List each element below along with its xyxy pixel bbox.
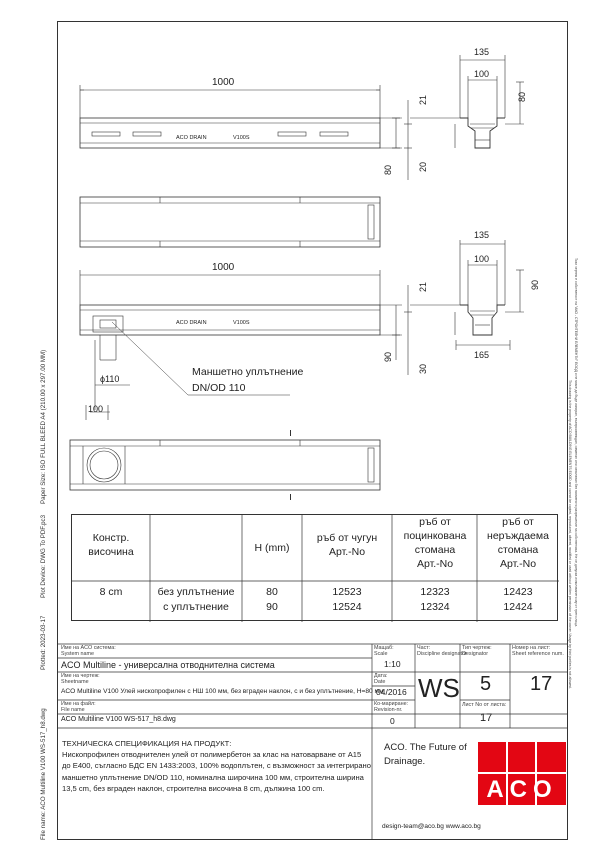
revision-value: 0 <box>390 716 395 726</box>
system-name-label: Име на ACO система: System name <box>61 645 116 657</box>
dim-100-top: 100 <box>474 69 490 79</box>
row1-cast-iron: 12523 <box>332 586 362 598</box>
channel-model-mid: V100S <box>233 320 250 326</box>
row1-stainless: 12423 <box>503 586 533 598</box>
dim-80-right-top: 80 <box>517 91 528 103</box>
spec-heading: ТЕХНИЧЕСКА СПЕЦИФИКАЦИЯ НА ПРОДУКТ: <box>62 739 232 748</box>
part-label: Част: Discipline designator <box>417 645 467 657</box>
dim-20-top: 20 <box>418 161 429 173</box>
row1-galvanized: 12323 <box>420 586 450 598</box>
dim-length-top: 1000 <box>212 77 235 88</box>
dim-135-mid: 135 <box>474 230 490 240</box>
sheet-name-label: Име на чертеж: Sheetname <box>61 673 100 685</box>
dim-length-mid: 1000 <box>212 262 235 273</box>
type-label: Тип чертеж: Designator <box>462 645 492 657</box>
file-name-label: Име на файл: File name <box>61 701 96 713</box>
brand-slogan-line1: ACO. The Future of <box>384 742 467 753</box>
sheet-of-value: 17 <box>480 712 493 724</box>
product-specification <box>62 738 372 794</box>
logo-text: ACO <box>486 776 558 803</box>
sheet-of-label: Лист No от листа: <box>462 702 507 708</box>
type-value: 5 <box>480 673 492 695</box>
row1-h: 80 <box>266 586 278 598</box>
row2-galvanized: 12324 <box>420 601 450 613</box>
row2-cast-iron: 12524 <box>332 601 362 613</box>
revision-label: Ко-мариране: Revision-nr. <box>374 701 409 713</box>
part-value: WS <box>418 673 460 703</box>
channel-model-top: V100S <box>233 135 250 141</box>
channel-brand-top: ACO DRAIN <box>176 135 207 141</box>
date-value: 04/2016 <box>376 687 407 697</box>
sidebar-paper-size: Paper Size: ISO FULL BLEED A4 (210.00 x 297.00 MM) <box>40 349 47 504</box>
row1-seal: без уплътнение <box>157 586 235 598</box>
dim-21-mid: 21 <box>418 281 429 293</box>
copyright-line-bg: Този чертеж е собственост на "АКО - СТРОИТЕЛНИ ЕЛЕМЕНТИ" ЕООД и не може да бъде копиран, възпроизвеждан, изменян или използван без писменото разрешение на собственика. Не се допуска използването му от трети лица. <box>574 258 578 628</box>
sheet-name-value: ACO Multiline V100 Улей нископрофилен с НШ 100 мм, без вграден наклон, с и без уплътнение, H=80 мм <box>61 688 384 695</box>
header-h-mm: H (mm) <box>254 542 290 554</box>
sidebar-plot-device: Plot Device: DWG To PDF.pc3 <box>40 514 47 598</box>
sidebar-file-name: File name: ACO Multiline V100 WS-517_h8.dwg <box>40 708 47 840</box>
sidebar-plotted: Plotted: 2023-03-17 <box>40 615 47 670</box>
dim-diameter-110: ϕ110 <box>100 374 120 384</box>
spec-body: Нископрофилен отводнителен улей от полимербетон за клас на натоварване от A15 до E400, съгласно БДС EN 1433:2003, 100% водоплътен, с възможност за интегрирано маншетно уплътнение DN/OD 110, номинална широчина 100 мм, строителна ширина 13,5 cm, без вграден наклон, строителна височина 8 cm, дължина 100 cm. <box>62 750 371 793</box>
sheet-number-label: Номер на лист: Sheet reference num. <box>512 645 564 657</box>
dim-165-mid: 165 <box>474 350 490 360</box>
copyright-line-en: This drawing is the property of ACO BUILDING ELEMENTS EOOD and cannot be copied, reproduced, altered, modified or used without written permission of the owner. Usage by third parties is not allowed. <box>568 380 572 689</box>
header-cast-iron: ръб от чугун Арт.-No <box>316 532 378 558</box>
contact-info: design-team@aco.bg www.aco.bg <box>382 823 481 830</box>
dim-135-top: 135 <box>474 47 490 57</box>
dim-30-mid: 30 <box>418 363 429 375</box>
header-galvanized: ръб от поцинкована стомана Арт.-No <box>403 516 467 570</box>
row2-h: 90 <box>266 601 278 613</box>
channel-brand-mid: ACO DRAIN <box>176 320 207 326</box>
dim-outlet-100: 100 <box>88 404 104 414</box>
seal-annotation-line2: DN/OD 110 <box>192 382 246 394</box>
row2-stainless: 12424 <box>503 601 533 613</box>
dim-80-left-top: 80 <box>383 164 394 176</box>
dim-21-top: 21 <box>418 94 429 106</box>
dim-100-mid: 100 <box>474 254 490 264</box>
row1-height: 8 cm <box>99 586 123 598</box>
sheet-number-value: 17 <box>530 673 553 695</box>
header-construction-height: Констр. височина <box>88 532 134 558</box>
row2-seal: с уплътнение <box>163 601 229 613</box>
seal-annotation-line1: Маншетно уплътнение <box>192 366 304 378</box>
scale-label: Мащаб: Scale <box>374 645 394 657</box>
header-stainless: ръб от неръждаема стомана Арт.-No <box>487 516 549 570</box>
dim-90-right-mid: 90 <box>530 279 541 291</box>
date-label: Дата: Date <box>374 673 388 685</box>
file-name-value: ACO Multiline V100 WS-517_h8.dwg <box>61 716 176 723</box>
scale-value: 1:10 <box>384 659 401 669</box>
brand-slogan-line2: Drainage. <box>384 756 426 767</box>
system-name-value: ACO Multiline - универсална отводнителна система <box>61 660 275 670</box>
dim-90-left-mid: 90 <box>383 351 394 363</box>
aco-logo <box>478 742 566 805</box>
